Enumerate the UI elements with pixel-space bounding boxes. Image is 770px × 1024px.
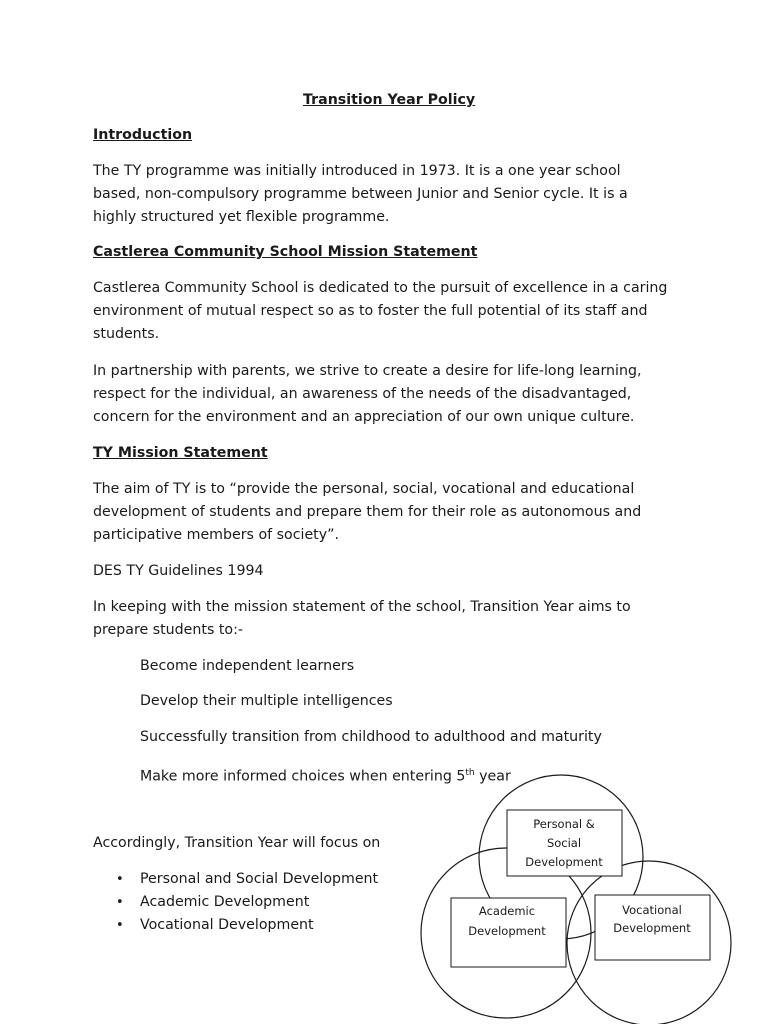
intro-line: highly structured yet flexible programme.: [93, 209, 390, 225]
ty-mission-heading: TY Mission Statement: [93, 445, 268, 461]
mission-line: respect for the individual, an awareness of the needs of the disadvantaged,: [93, 386, 632, 402]
aim-item: Successfully transition from childhood to adulthood and maturity: [140, 729, 602, 745]
intro-line: based, non-compulsory programme between Junior and Senior cycle. It is a: [93, 186, 628, 202]
mission-heading: Castlerea Community School Mission Statement: [93, 244, 478, 260]
quote-source: DES TY Guidelines 1994: [93, 563, 264, 579]
aim-item: Become independent learners: [140, 658, 355, 674]
focus-item: Vocational Development: [140, 917, 314, 933]
focus-intro: Accordingly, Transition Year will focus on: [93, 835, 381, 851]
aim-last-text: Make more informed choices when entering 5: [140, 768, 466, 785]
mission-line: concern for the environment and an appreciation of our own unique culture.: [93, 409, 635, 425]
bullet-icon: •: [116, 895, 124, 910]
vocational-label: Vocational: [622, 903, 682, 917]
academic-label: Development: [468, 924, 546, 938]
ty-quote-line: The aim of TY is to “provide the personal, social, vocational and educational: [93, 481, 635, 497]
focus-item: Personal and Social Development: [140, 871, 379, 887]
mission-line: students.: [93, 326, 160, 342]
ty-quote-line: participative members of society”.: [93, 527, 340, 543]
personal-label: Personal &: [533, 817, 595, 831]
aim-last-superscript: th: [465, 768, 475, 778]
aims-intro-line: prepare students to:-: [93, 622, 243, 638]
bullet-icon: •: [116, 872, 124, 887]
introduction-heading: Introduction: [93, 127, 193, 143]
aim-item: Develop their multiple intelligences: [140, 693, 393, 709]
ty-quote-line: development of students and prepare them for their role as autonomous and: [93, 504, 642, 520]
aim-last-suffix: year: [474, 768, 511, 785]
vocational-label: Development: [613, 921, 691, 935]
aims-intro-line: In keeping with the mission statement of the school, Transition Year aims to: [93, 599, 631, 615]
mission-line: environment of mutual respect so as to foster the full potential of its staff and: [93, 303, 648, 319]
mission-line: In partnership with parents, we strive to create a desire for life-long learning,: [93, 363, 642, 379]
bullet-icon: •: [116, 918, 124, 933]
page-title: Transition Year Policy: [303, 92, 476, 108]
personal-label: Social: [546, 836, 582, 850]
mission-line: Castlerea Community School is dedicated to the pursuit of excellence in a caring: [93, 280, 668, 296]
intro-line: The TY programme was initially introduced in 1973. It is a one year school: [93, 163, 621, 179]
academic-label: Academic: [478, 904, 536, 918]
personal-label: Development: [525, 855, 603, 869]
focus-item: Academic Development: [140, 894, 310, 910]
